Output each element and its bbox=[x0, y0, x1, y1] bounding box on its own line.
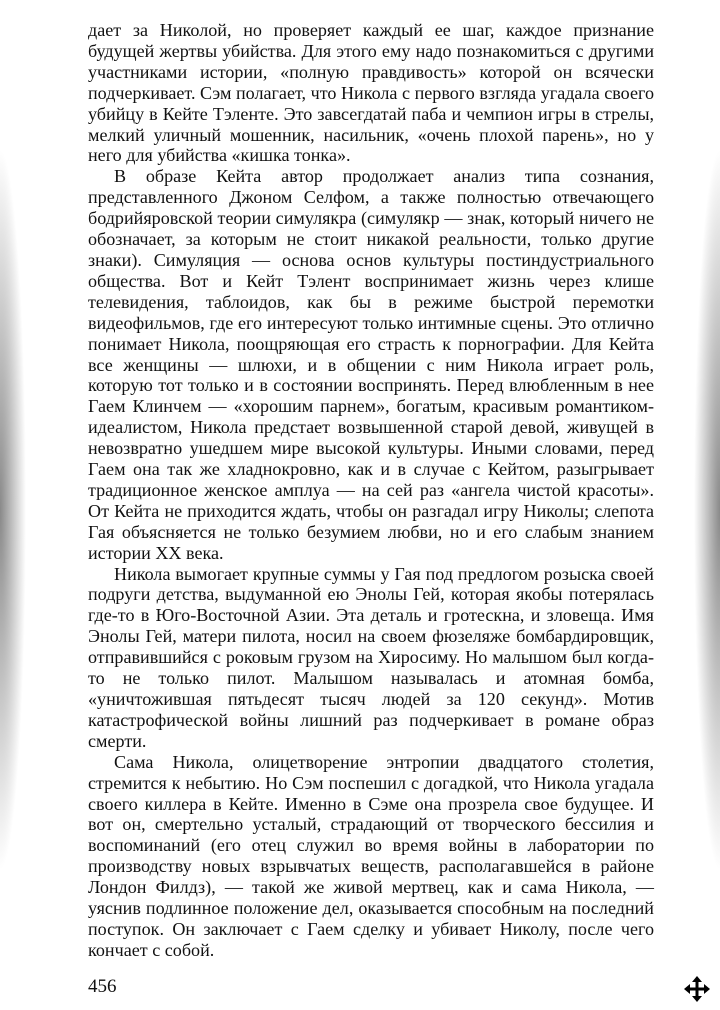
move-arrows-icon[interactable] bbox=[684, 976, 710, 1002]
page-body bbox=[88, 20, 654, 961]
paragraph-4: Сама Никола, олицетворение энтропии двадцатого столетия, стремится к небытию. Но Сэм поспешил с догадкой, что Никола угадала своего киллера в Кейте. Именно в Сэме она прозрела свое будущее. И вот он, смертельно усталый, страдающий от творческого бессилия и воспоминаний (его отец служил во время войны в лаборатории по производству новых взрывчатых веществ, располагавшейся в районе Лондон Филдз), — такой же живой мертвец, как и сама Никола, — уяснив подлинное положение дел, оказывается способным на последний поступок. Он заключает с Гаем сделку и убивает Николу, после чего кончает с собой. bbox=[88, 751, 654, 960]
page-edge-shadow-right bbox=[694, 0, 720, 1010]
paragraph-1: дает за Николой, но проверяет каждый ее шаг, каждое признание будущей жертвы убийства. Для этого ему надо познакомиться с другими участниками истории, «полную правдивость» которой он всячески подчеркивает. Сэм полагает, что Никола с первого взгляда угадала своего убийцу в Кейте Тэленте. Это завсегдатай паба и чемпион игры в стрелы, мелкий уличный мошенник, насильник, «очень плохой парень», но у него для убийства «кишка тонка». bbox=[88, 20, 654, 166]
page-number: 456 bbox=[88, 976, 117, 997]
page-edge-shadow-left bbox=[0, 0, 26, 1010]
paragraph-2: В образе Кейта автор продолжает анализ типа сознания, представленного Джоном Селфом, а также полностью отвечающего бодрийяровской теории симулякра (симулякр — знак, который ничего не обозначает, за которым не стоит никакой реальности, только другие знаки). Симуляция — основа основ культуры постиндустриального общества. Вот и Кейт Тэлент воспринимает жизнь через клише телевидения, таблоидов, как бы в режиме быстрой перемотки видеофильмов, где его интересуют только интимные сцены. Это отлично понимает Никола, поощряющая его страсть к порнографии. Для Кейта все женщины — шлюхи, и в общении с ним Никола играет роль, которую тот только и в состоянии воспринять. Перед влюбленным в нее Гаем Клинчем — «хорошим парнем», богатым, красивым романтиком-идеалистом, Никола предстает возвышенной старой девой, живущей в невозвратно ушедшем мире высокой культуры. Иными словами, перед Гаем она так же хладнокровно, как и в случае с Кейтом, разыгрывает традиционное женское амплуа — на сей раз «ангела чистой красоты». От Кейта не приходится ждать, чтобы он разгадал игру Николы; слепота Гая объясняется не только безумием любви, но и его слабым знанием истории XX века. bbox=[88, 166, 654, 563]
paragraph-3: Никола вымогает крупные суммы у Гая под предлогом розыска своей подруги детства, выдуманной ею Энолы Гей, которая якобы потерялась где-то в Юго-Восточной Азии. Эта деталь и гротескна, и зловеща. Имя Энолы Гей, матери пилота, носил на своем фюзеляже бомбардировщик, отправившийся с роковым грузом на Хиросиму. Но малышом был когда-то не только пилот. Малышом называлась и атомная бомба, «уничтожившая пятьдесят тысяч людей за 120 секунд». Мотив катастрофической войны лишний раз подчеркивает в романе образ смерти. bbox=[88, 563, 654, 751]
